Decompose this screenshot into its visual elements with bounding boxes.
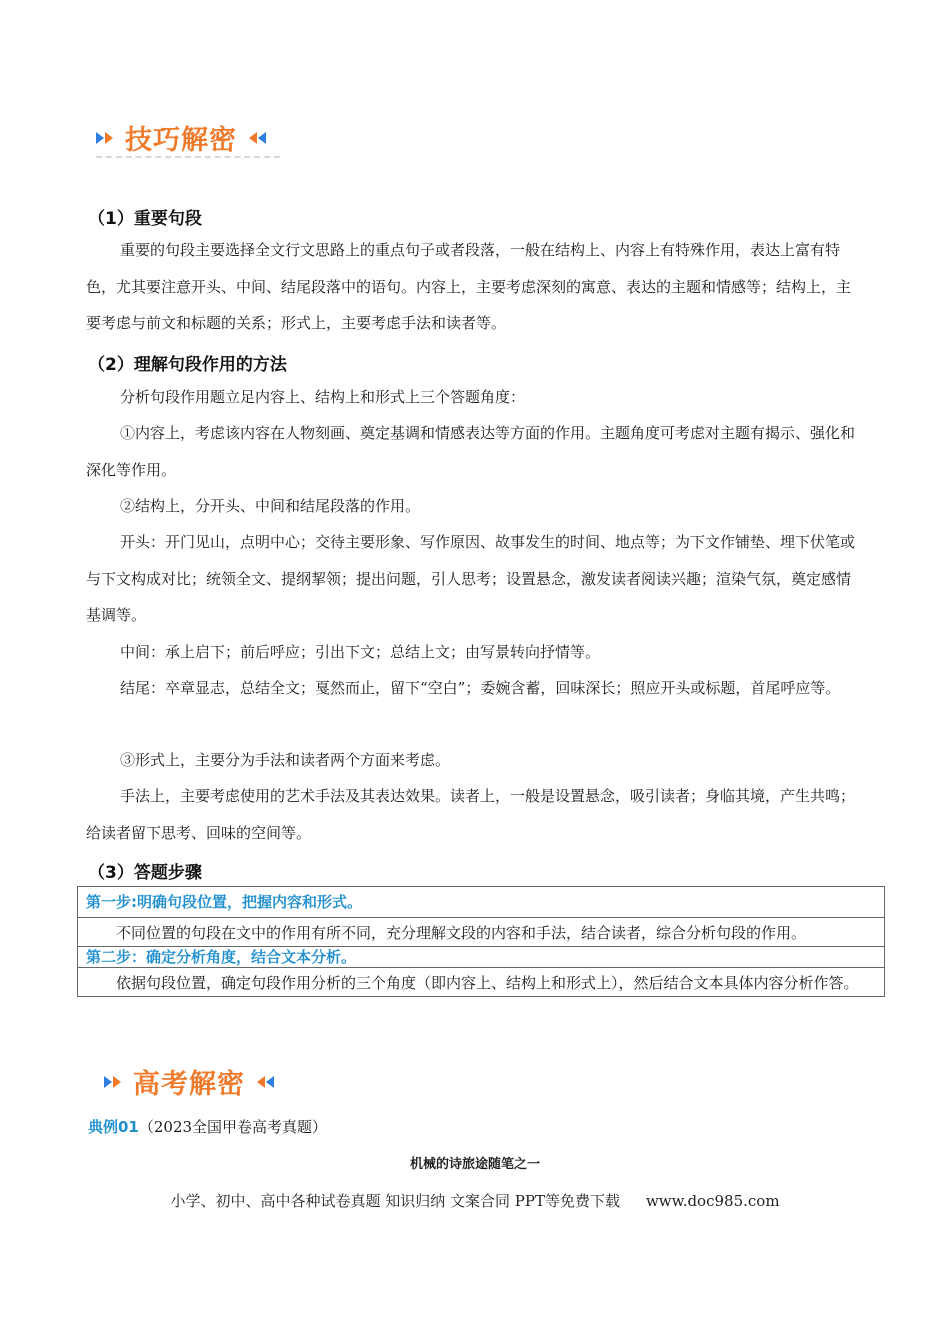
step-heading: 第一步:明确句段位置，把握内容和形式。 [78, 887, 885, 918]
paragraph: 结尾：卒章显志，总结全文；戛然而止，留下“空白”；委婉含蓄，回味深长；照应开头或标题，首尾呼应等。 [120, 679, 841, 697]
example-line [88, 1116, 327, 1137]
step-body: 不同位置的句段在文中的作用有所不同，充分理解文段的内容和手法，结合读者，综合分析句段的作用。 [78, 918, 885, 947]
section-title: 技巧解密 [125, 125, 237, 156]
answer-steps-table [77, 886, 885, 997]
left-arrows-icon [257, 1076, 274, 1088]
footer-url[interactable]: www.doc985.com [645, 1192, 780, 1210]
section-banner-techniques [96, 118, 266, 157]
paragraph: ①内容上，考虑该内容在人物刻画、奠定基调和情感表达等方面的作用。主题角度可考虑对主题有揭示、强化和深化等作用。 [86, 424, 856, 479]
step-body: 依据句段位置，确定句段作用分析的三个角度（即内容上、结构上和形式上），然后结合文本具体内容分析作答。 [78, 968, 885, 997]
table-row [78, 887, 885, 918]
paragraph: ③形式上，主要分为手法和读者两个方面来考虑。 [120, 751, 451, 769]
example-label: 典例01 [88, 1118, 139, 1136]
heading-important-sentences: （1）重要句段 [88, 209, 202, 229]
table-row [78, 968, 885, 997]
table-row [78, 918, 885, 947]
essay-title: 机械的诗旅途随笔之一 [409, 1157, 540, 1172]
footer-text: 小学、初中、高中各种试卷真题 知识归纳 文案合同 PPT等免费下载 [170, 1192, 620, 1210]
heading-method: （2）理解句段作用的方法 [88, 355, 287, 375]
paragraph: 重要的句段主要选择全文行文思路上的重点句子或者段落，一般在结构上、内容上有特殊作用，表达上富有特色，尤其要注意开头、中间、结尾段落中的语句。内容上，主要考虑深刻的寓意、表达的主题和情感等；结构上，主要考虑与前文和标题的关系；形式上，主要考虑手法和读者等。 [86, 241, 852, 332]
left-arrows-icon [249, 132, 266, 144]
heading-answer-steps: （3）答题步骤 [88, 863, 202, 883]
banner-divider [96, 156, 280, 158]
paragraph: 开头：开门见山，点明中心；交待主要形象、写作原因、故事发生的时间、地点等；为下文作铺垫、埋下伏笔或与下文构成对比；统领全文、提纲挈领；提出问题，引人思考；设置悬念，激发读者阅读兴趣；渲染气氛，奠定感情基调等。 [86, 533, 856, 624]
example-source: （2023全国甲卷高考真题） [138, 1118, 328, 1136]
table-row [78, 947, 885, 968]
step-heading: 第二步：确定分析角度，结合文本分析。 [78, 947, 885, 968]
paragraph: 分析句段作用题立足内容上、结构上和形式上三个答题角度： [120, 388, 526, 406]
footer [0, 1190, 950, 1211]
paragraph: ②结构上，分开头、中间和结尾段落的作用。 [120, 497, 421, 515]
right-arrows-icon [104, 1076, 121, 1088]
right-arrows-icon [96, 132, 113, 144]
paragraph: 手法上，主要考虑使用的艺术手法及其表达效果。读者上，一般是设置悬念，吸引读者；身临其境，产生共鸣；给读者留下思考、回味的空间等。 [86, 787, 856, 842]
section-banner-exam [104, 1062, 274, 1101]
section-title: 高考解密 [133, 1069, 245, 1100]
paragraph: 中间：承上启下；前后呼应；引出下文；总结上文；由写景转向抒情等。 [120, 643, 601, 661]
